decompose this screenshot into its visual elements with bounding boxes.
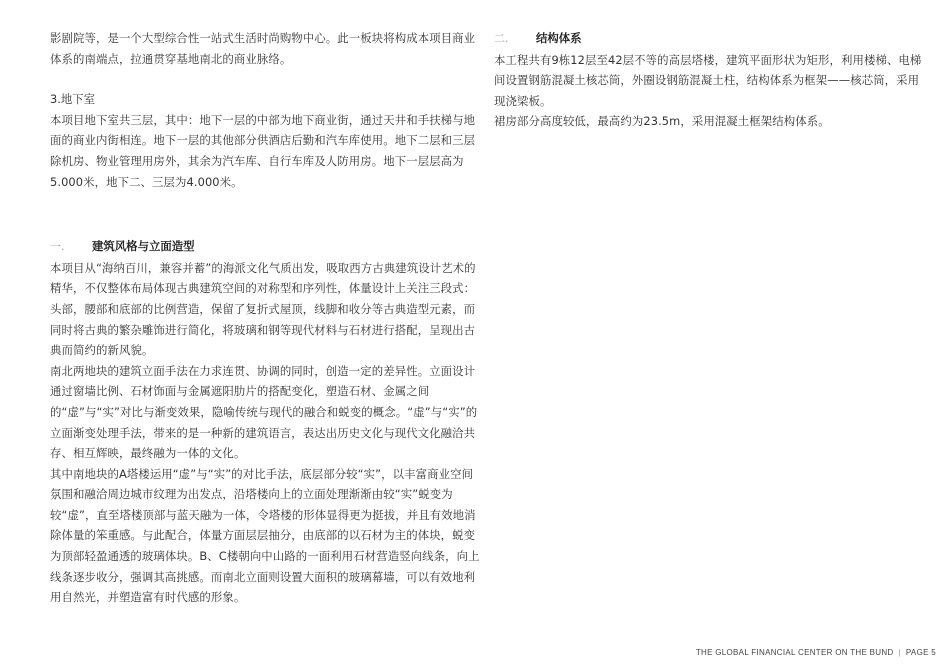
basement-heading: 3.地下室 xyxy=(50,92,96,107)
intro-paragraph: 影剧院等，是一个大型综合性一站式生活时尚购物中心。此一板块将构成本项目商业体系的南端点，拉通贯穿基地南北的商业脉络。 xyxy=(50,31,476,66)
section-number: 一. xyxy=(50,240,65,254)
section-title: 结构体系 xyxy=(536,31,582,45)
structure-paragraph-1: 本工程共有9栋12层至42层不等的高层塔楼，建筑平面形状为矩形，利用楼梯、电梯间设置钢筋混凝土核芯筒，外圈设钢筋混凝土柱，结构体系为框架——核芯筒，采用现浇梁板。 xyxy=(494,52,922,108)
section-title: 建筑风格与立面造型 xyxy=(92,239,195,254)
basement-paragraph: 本项目地下室共三层，其中：地下一层的中部为地下商业街，通过天井和手扶梯与地面的商业内街相连。地下一层的其他部分供酒店后勤和汽车库使用。地下二层和三层除机房、物业管理用房外，其余为汽车库、自行车库及人防用房。地下一层层高为5.000米，地下二、三层为4.000米。 xyxy=(50,112,476,189)
section-number: 二. xyxy=(494,32,509,45)
page-number: PAGE 5 xyxy=(905,648,936,657)
section-heading-architecture xyxy=(50,236,480,258)
right-column xyxy=(494,28,924,132)
left-column xyxy=(50,28,480,608)
footer-separator: | xyxy=(898,648,901,657)
section-heading-structure xyxy=(494,28,924,50)
page-footer xyxy=(696,648,936,657)
spacer xyxy=(50,192,480,236)
structure-paragraph-2: 裙房部分高度较低，最高约为23.5m，采用混凝土框架结构体系。 xyxy=(494,114,830,129)
spacer xyxy=(50,69,480,89)
architecture-paragraph-2: 南北两地块的建筑立面手法在力求连贯、协调的同时，创造一定的差异性。立面设计通过窗墙比例、石材饰面与金属遮阳肋片的搭配变化，塑造石材、金属之间的“虚”与“实”对比与渐变效果，隐喻传统与现代的融合和蜕变的概念。“虚”与“实”的立面渐变处理手法，带来的是一种新的建筑语言，表达出历史文化与现代文化融洽共存、相互辉映，最终融为一体的文化。 xyxy=(50,363,478,461)
architecture-paragraph-3: 其中南地块的A塔楼运用“虚”与“实”的对比手法，底层部分较“实”，以丰富商业空间氛围和融洽周边城市纹理为出发点，沿塔楼向上的立面处理渐渐由较“实”蜕变为较“虚”，直至塔楼顶部与蓝天融为一体，令塔楼的形体显得更为挺拔，并且有效地消除体量的笨重感。与此配合，体量方面层层抽分，由底部的以石材为主的体块，蜕变为顶部轻盈通透的玻璃体块。B、C楼朝向中山路的一面利用石材营造竖向线条，向上线条逐步收分，强调其高挑感。而南北立面则设置大面积的玻璃幕墙，可以有效地利用自然光，并塑造富有时代感的形象。 xyxy=(50,466,480,605)
architecture-paragraph-1: 本项目从“海纳百川，兼容并蓄”的海派文化气质出发，吸取西方古典建筑设计艺术的精华，不仅整体布局体现古典建筑空间的对称型和序列性，体量设计上关注三段式：头部，腰部和底部的比例营造，保留了复折式屋顶，线脚和收分等古典造型元素，而同时将古典的繁杂雕饰进行简化，将玻璃和钢等现代材料与石材进行搭配，呈现出古典而简约的新风貌。 xyxy=(50,260,476,358)
publication-title: THE GLOBAL FINANCIAL CENTER ON THE BUND xyxy=(695,648,894,657)
